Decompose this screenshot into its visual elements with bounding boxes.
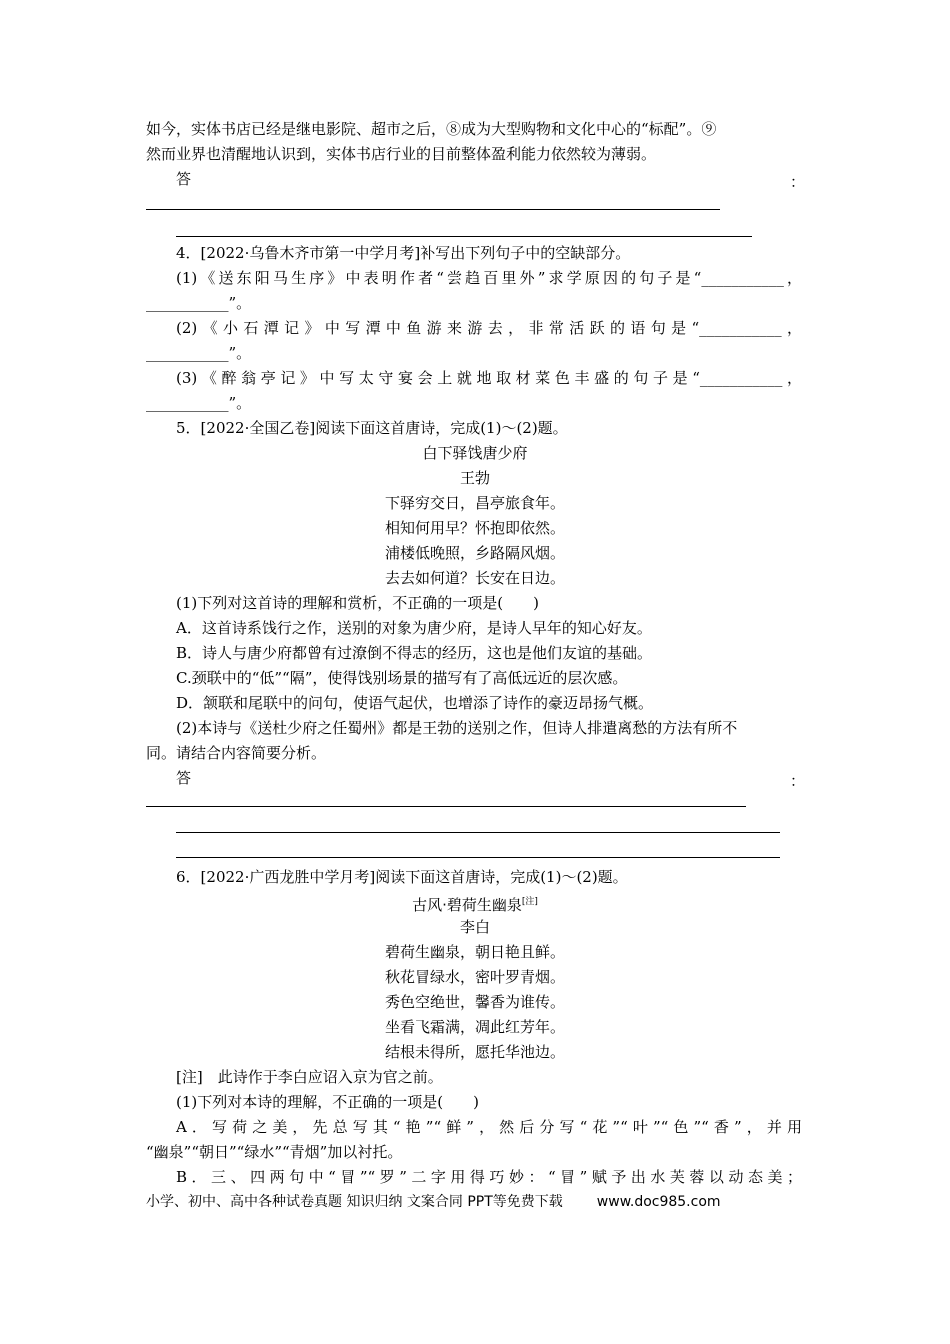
poem-title (0, 891, 950, 916)
poem-line: 结根未得所，愿托华池边。 (384, 1043, 565, 1061)
q6-heading: 6．[2022·广西龙胜中学月考]阅读下面这首唐诗，完成(1)～(2)题。 (176, 868, 628, 886)
answer-colon: ： (790, 772, 806, 790)
poem-line: 秋花冒绿水，密叶罗青烟。 (384, 968, 565, 986)
q6-option-a-cont: “幽泉”“朝日”“绿水”“青烟”加以衬托。 (146, 1143, 403, 1161)
q4-item-2: (2)《小石潭记》中写潭中鱼游来游去，非常活跃的语句是“___________， (176, 319, 802, 337)
q4-item-1: (1)《送东阳马生序》中表明作者“尝趋百里外”求学原因的句子是“___________， (176, 269, 802, 287)
answer-line (146, 806, 746, 807)
poem-line: 去去如何道？长安在日边。 (384, 569, 565, 587)
q5-option-b: B．诗人与唐少府都曾有过潦倒不得志的经历，这也是他们友谊的基础。 (176, 644, 653, 662)
poem-line: 相知何用早？怀抱即依然。 (384, 519, 565, 537)
q4-item-1-cont: ___________”。 (146, 294, 252, 312)
poem-line: 坐看飞霜满，凋此红芳年。 (384, 1018, 565, 1036)
footer (146, 1191, 721, 1213)
q4-item-3-cont: ___________”。 (146, 394, 252, 412)
poem-title-text: 古风·碧荷生幽泉 (412, 896, 522, 914)
poem-line: 秀色空绝世，馨香为谁传。 (384, 993, 565, 1011)
poem-title: 白下驿饯唐少府 (422, 444, 528, 462)
answer-colon: ： (790, 173, 806, 191)
q5-sub-2: (2)本诗与《送杜少府之任蜀州》都是王勃的送别之作，但诗人排遣离愁的方法有所不 (176, 719, 738, 737)
answer-label: 答 (176, 769, 192, 787)
intro-line-1: 如今，实体书店已经是继电影院、超市之后，⑧成为大型购物和文化中心的“标配”。⑨ (146, 120, 717, 138)
footer-url[interactable]: www.doc985.com (596, 1194, 721, 1210)
q5-heading: 5．[2022·全国乙卷]阅读下面这首唐诗，完成(1)～(2)题。 (176, 419, 568, 437)
q4-item-3: (3)《醉翁亭记》中写太守宴会上就地取材菜色丰盛的句子是“___________， (176, 369, 802, 387)
poem-line: 碧荷生幽泉，朝日艳且鲜。 (384, 943, 565, 961)
q6-note: [注] 此诗作于李白应诏入京为官之前。 (176, 1068, 443, 1086)
q5-option-c: C.颈联中的“低”“隔”，使得饯别场景的描写有了高低远近的层次感。 (176, 669, 628, 687)
answer-line (176, 236, 752, 237)
poem-author: 王勃 (459, 469, 490, 487)
answer-line (176, 857, 780, 858)
answer-line (176, 832, 780, 833)
q5-sub-2-cont: 同。请结合内容简要分析。 (146, 744, 327, 762)
q5-option-d: D．颔联和尾联中的问句，使语气起伏，也增添了诗作的豪迈昂扬气概。 (176, 694, 654, 712)
poem-line: 浦楼低晚照，乡路隔风烟。 (384, 544, 565, 562)
q6-option-b: B．三、四两句中“冒”“罗”二字用得巧妙：“冒”赋予出水芙蓉以动态美； (176, 1168, 802, 1186)
q6-option-a: A．写荷之美，先总写其“艳”“鲜”，然后分写“花”“叶”“色”“香”，并用 (176, 1118, 802, 1136)
poem-note-marker: [注] (521, 897, 538, 907)
q6-sub-1: (1)下列对本诗的理解，不正确的一项是( ) (176, 1093, 479, 1111)
poem-line: 下驿穷交日，昌亭旅食年。 (384, 494, 565, 512)
q5-option-a: A．这首诗系饯行之作，送别的对象为唐少府，是诗人早年的知心好友。 (176, 619, 652, 637)
q4-heading: 4．[2022·乌鲁木齐市第一中学月考]补写出下列句子中的空缺部分。 (176, 244, 631, 262)
intro-line-2: 然而业界也清醒地认识到，实体书店行业的目前整体盈利能力依然较为薄弱。 (146, 145, 657, 163)
q4-item-2-cont: ___________”。 (146, 344, 252, 362)
q5-sub-1: (1)下列对这首诗的理解和赏析，不正确的一项是( ) (176, 594, 539, 612)
footer-text: 小学、初中、高中各种试卷真题 知识归纳 文案合同 PPT等免费下载 (146, 1194, 563, 1210)
poem-author: 李白 (459, 918, 490, 936)
answer-line (146, 209, 720, 210)
answer-label: 答 (176, 170, 192, 188)
